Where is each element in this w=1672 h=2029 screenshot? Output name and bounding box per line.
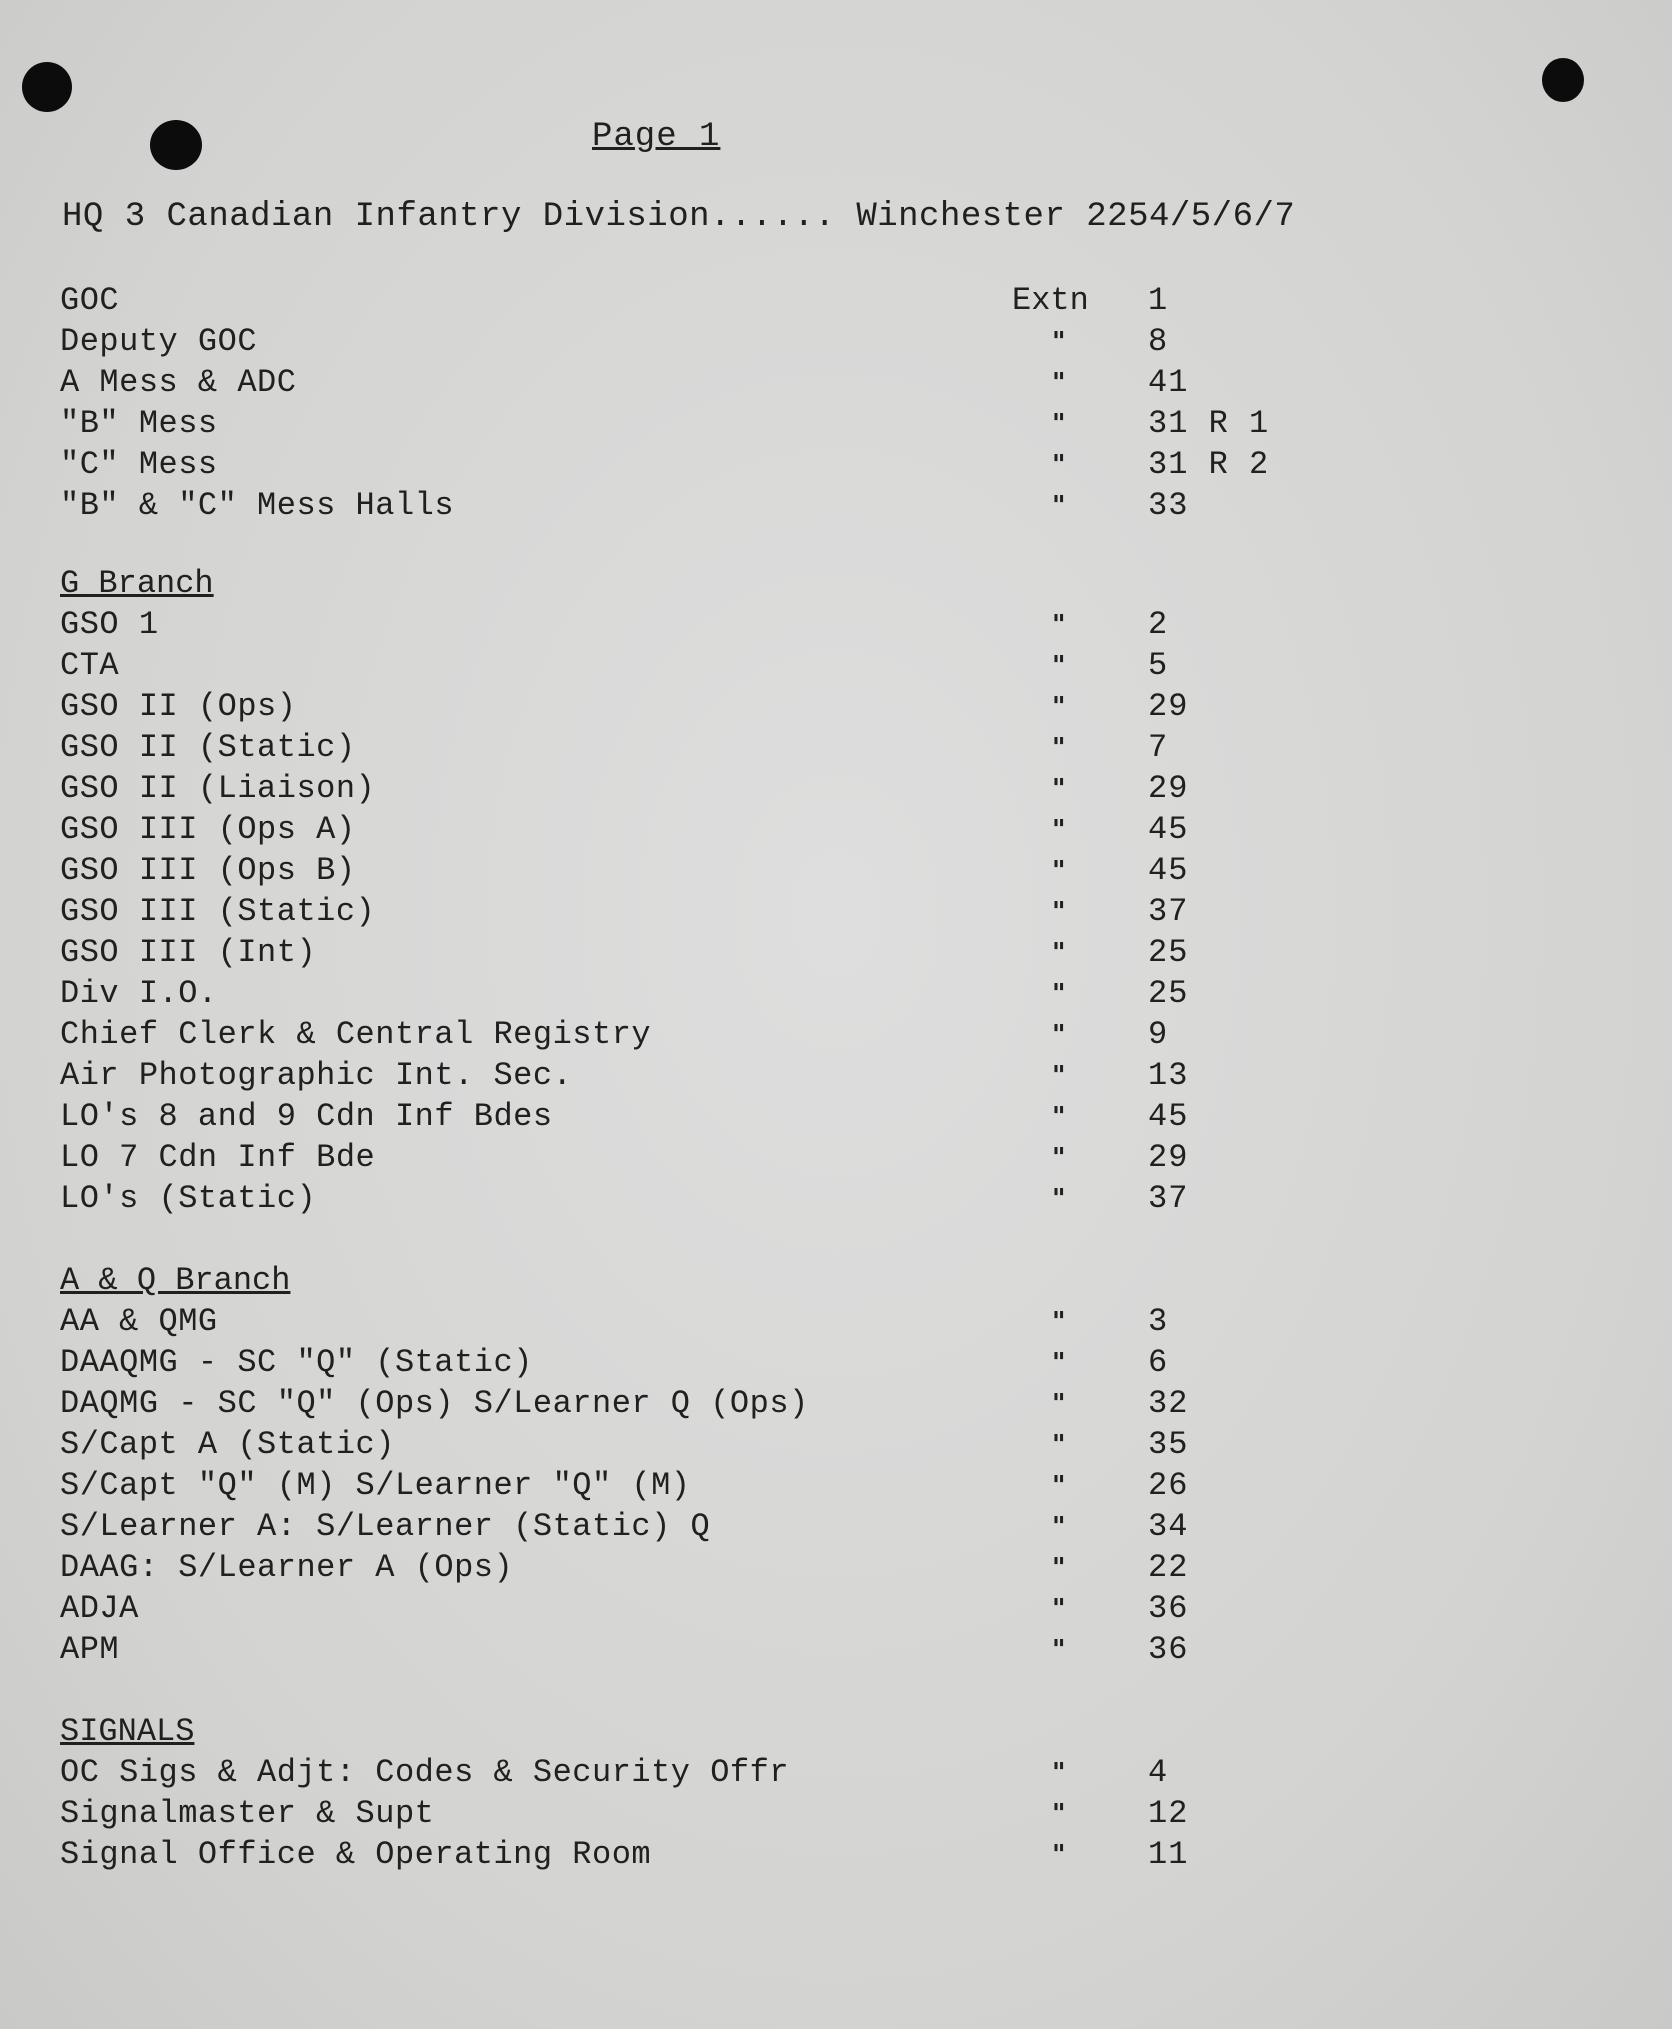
section-heading: SIGNALS (60, 1713, 195, 1750)
extension-number: 29 (1148, 688, 1189, 725)
unit-header: HQ 3 Canadian Infantry Division...... Winchester 2254/5/6/7 (62, 198, 1296, 236)
ditto-mark: " (1052, 1840, 1066, 1870)
entry-label: Deputy GOC (60, 323, 258, 360)
ditto-mark: " (1052, 651, 1066, 681)
extension-number: 35 (1148, 1426, 1189, 1463)
entry-label: LO's 8 and 9 Cdn Inf Bdes (60, 1098, 553, 1135)
extension-number: 9 (1148, 1016, 1169, 1053)
extension-number: 37 (1148, 1180, 1189, 1217)
ditto-mark: " (1052, 1635, 1066, 1665)
ditto-mark: " (1052, 1594, 1066, 1624)
ditto-mark: " (1052, 1143, 1066, 1173)
entry-label: GSO III (Static) (60, 893, 376, 930)
directory-row (0, 1549, 1672, 1589)
directory-row (0, 1631, 1672, 1671)
directory-row (0, 323, 1672, 363)
ditto-mark: " (1052, 1184, 1066, 1214)
extension-number: 4 (1148, 1754, 1169, 1791)
directory-row (0, 1508, 1672, 1548)
directory-row (0, 282, 1672, 322)
ditto-mark: " (1052, 1061, 1066, 1091)
directory-row (0, 606, 1672, 646)
ditto-mark: " (1052, 1389, 1066, 1419)
entry-label: DAAQMG - SC "Q" (Static) (60, 1344, 533, 1381)
entry-label: DAAG: S/Learner A (Ops) (60, 1549, 514, 1586)
ditto-mark: " (1052, 897, 1066, 927)
directory-row (0, 770, 1672, 810)
directory-row (0, 1303, 1672, 1343)
ditto-mark: " (1052, 733, 1066, 763)
ditto-mark: " (1052, 1512, 1066, 1542)
extension-number: 45 (1148, 811, 1189, 848)
directory-row (0, 729, 1672, 769)
directory-row (0, 1426, 1672, 1466)
entry-label: S/Capt "Q" (M) S/Learner "Q" (M) (60, 1467, 691, 1504)
entry-label: GSO II (Static) (60, 729, 356, 766)
ditto-mark: " (1052, 692, 1066, 722)
entry-label: DAQMG - SC "Q" (Ops) S/Learner Q (Ops) (60, 1385, 809, 1422)
extension-number: 3 (1148, 1303, 1169, 1340)
entry-label: S/Learner A: S/Learner (Static) Q (60, 1508, 711, 1545)
extension-number: 13 (1148, 1057, 1189, 1094)
extension-number: 1 (1148, 282, 1169, 319)
extension-number: 31 R 2 (1148, 446, 1270, 483)
entry-label: Div I.O. (60, 975, 218, 1012)
entry-label: CTA (60, 647, 120, 684)
entry-label: Signalmaster & Supt (60, 1795, 435, 1832)
entry-label: LO's (Static) (60, 1180, 317, 1217)
entry-label: APM (60, 1631, 120, 1668)
extension-number: 25 (1148, 975, 1189, 1012)
entry-label: Air Photographic Int. Sec. (60, 1057, 573, 1094)
directory-row (0, 852, 1672, 892)
directory-row (0, 1754, 1672, 1794)
directory-row (0, 688, 1672, 728)
extension-number: 11 (1148, 1836, 1189, 1873)
entry-label: "B" & "C" Mess Halls (60, 487, 455, 524)
extension-number: 22 (1148, 1549, 1189, 1586)
entry-label: GSO 1 (60, 606, 159, 643)
ditto-mark: " (1052, 491, 1066, 521)
extension-number: 31 R 1 (1148, 405, 1270, 442)
directory-row (0, 1016, 1672, 1056)
extension-number: 2 (1148, 606, 1169, 643)
extension-number: 8 (1148, 323, 1169, 360)
entry-label: "C" Mess (60, 446, 218, 483)
ditto-mark: " (1052, 409, 1066, 439)
extension-number: 41 (1148, 364, 1189, 401)
directory-row (0, 1180, 1672, 1220)
entry-label: GSO II (Liaison) (60, 770, 376, 807)
entry-label: A Mess & ADC (60, 364, 297, 401)
directory-row (0, 1467, 1672, 1507)
entry-label: GSO II (Ops) (60, 688, 297, 725)
extension-number: 6 (1148, 1344, 1169, 1381)
directory-row (0, 1098, 1672, 1138)
directory-row (0, 1795, 1672, 1835)
extension-number: 29 (1148, 1139, 1189, 1176)
directory-row (0, 1057, 1672, 1097)
ditto-mark: " (1052, 815, 1066, 845)
directory-row (0, 934, 1672, 974)
extension-number: 12 (1148, 1795, 1189, 1832)
entry-label: GSO III (Ops B) (60, 852, 356, 889)
ditto-mark: " (1052, 1471, 1066, 1501)
ditto-mark: " (1052, 1102, 1066, 1132)
directory-row (0, 1836, 1672, 1876)
ditto-mark: " (1052, 1430, 1066, 1460)
ditto-mark: " (1052, 368, 1066, 398)
ditto-mark: " (1052, 1799, 1066, 1829)
directory-row (0, 975, 1672, 1015)
extension-number: 26 (1148, 1467, 1189, 1504)
entry-label: S/Capt A (Static) (60, 1426, 395, 1463)
extension-number: 29 (1148, 770, 1189, 807)
directory-row (0, 893, 1672, 933)
directory-row (0, 405, 1672, 445)
page-title: Page 1 (592, 118, 721, 156)
extension-number: 45 (1148, 1098, 1189, 1135)
directory-row (0, 446, 1672, 486)
entry-label: Chief Clerk & Central Registry (60, 1016, 652, 1053)
ditto-mark: " (1052, 1553, 1066, 1583)
ditto-mark: " (1052, 856, 1066, 886)
extension-number: 37 (1148, 893, 1189, 930)
entry-label: ADJA (60, 1590, 139, 1627)
ditto-mark: " (1052, 1348, 1066, 1378)
entry-label: "B" Mess (60, 405, 218, 442)
directory-row (0, 1139, 1672, 1179)
ditto-mark: " (1052, 938, 1066, 968)
section-heading: G Branch (60, 565, 214, 602)
extension-number: 34 (1148, 1508, 1189, 1545)
entry-label: OC Sigs & Adjt: Codes & Security Offr (60, 1754, 790, 1791)
directory-row (0, 811, 1672, 851)
entry-label: GSO III (Ops A) (60, 811, 356, 848)
entry-label: GOC (60, 282, 120, 319)
directory-row (0, 1344, 1672, 1384)
extension-number: 45 (1148, 852, 1189, 889)
entry-label: GSO III (Int) (60, 934, 317, 971)
extension-number: 33 (1148, 487, 1189, 524)
directory-row (0, 364, 1672, 404)
entry-label: Signal Office & Operating Room (60, 1836, 652, 1873)
extension-number: 36 (1148, 1631, 1189, 1668)
extn-label: Extn (1012, 282, 1089, 319)
directory-row (0, 487, 1672, 527)
directory-row (0, 1590, 1672, 1630)
extension-number: 7 (1148, 729, 1169, 766)
entry-label: LO 7 Cdn Inf Bde (60, 1139, 376, 1176)
extension-number: 25 (1148, 934, 1189, 971)
ditto-mark: " (1052, 1758, 1066, 1788)
ditto-mark: " (1052, 450, 1066, 480)
extension-number: 36 (1148, 1590, 1189, 1627)
ditto-mark: " (1052, 1307, 1066, 1337)
entry-label: AA & QMG (60, 1303, 218, 1340)
directory-row (0, 647, 1672, 687)
extension-number: 5 (1148, 647, 1169, 684)
ditto-mark: " (1052, 1020, 1066, 1050)
extension-number: 32 (1148, 1385, 1189, 1422)
section-heading: A & Q Branch (60, 1262, 291, 1299)
ditto-mark: " (1052, 610, 1066, 640)
ditto-mark: " (1052, 774, 1066, 804)
ditto-mark: " (1052, 327, 1066, 357)
directory-row (0, 1385, 1672, 1425)
ditto-mark: " (1052, 979, 1066, 1009)
